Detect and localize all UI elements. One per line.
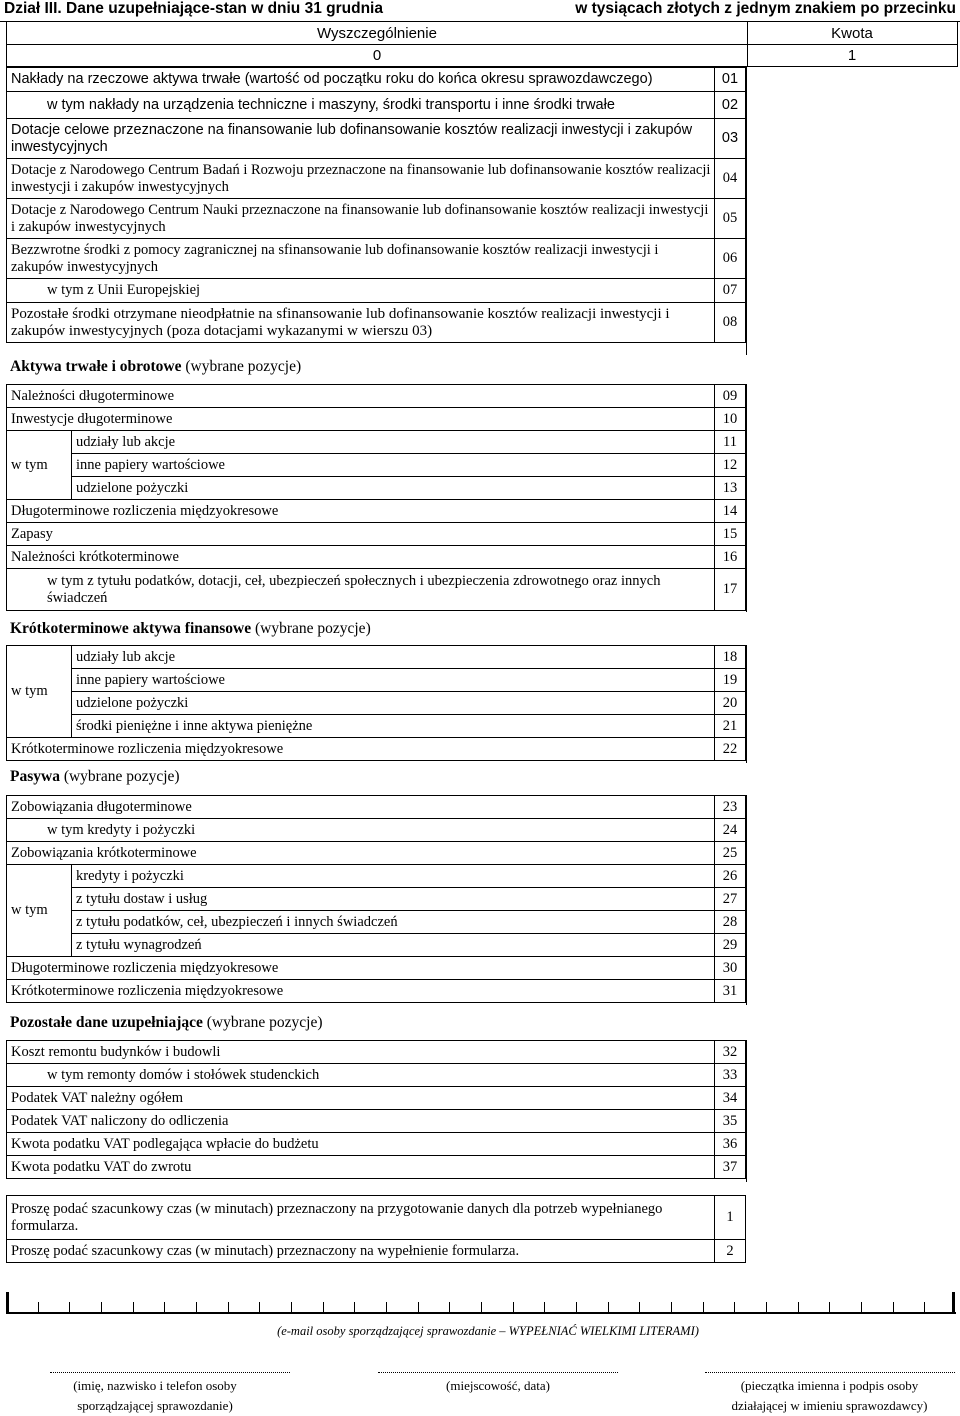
section-heading-assets: Aktywa trwałe i obrotowe (wybrane pozycje) bbox=[10, 358, 302, 375]
row-number: 10 bbox=[715, 408, 746, 431]
row-number: 06 bbox=[715, 239, 746, 279]
row-number: 2 bbox=[715, 1240, 746, 1263]
w-tym-label: w tym bbox=[7, 646, 72, 738]
row-number: 37 bbox=[715, 1156, 746, 1179]
row-label: kredyty i pożyczki bbox=[72, 865, 715, 888]
row-number: 17 bbox=[715, 569, 746, 611]
amount-column-a bbox=[746, 67, 747, 355]
section-short-term-financial bbox=[6, 645, 746, 761]
row-number: 20 bbox=[715, 692, 746, 715]
row-label: udziały lub akcje bbox=[72, 431, 715, 454]
row-number: 19 bbox=[715, 669, 746, 692]
row-label: inne papiery wartościowe bbox=[72, 454, 715, 477]
row-label: w tym kredyty i pożyczki bbox=[7, 819, 715, 842]
row-number: 09 bbox=[715, 385, 746, 408]
stamp-signature-caption: (pieczątka imienna i podpis osoby działającej w imieniu sprawozdawcy) bbox=[731, 1378, 928, 1413]
signature-line bbox=[50, 1372, 290, 1373]
amount-column-b bbox=[746, 384, 747, 612]
signature-line bbox=[705, 1372, 955, 1373]
row-label: z tytułu dostaw i usług bbox=[72, 888, 715, 911]
row-label: Dotacje celowe przeznaczone na finansowanie lub dofinansowanie kosztów realizacji inwestycji i zakupów inwestycyjnych bbox=[7, 119, 715, 159]
row-label: Dotacje z Narodowego Centrum Nauki przeznaczone na finansowanie lub dofinansowanie kosztów realizacji inwestycji i zakupów inwestycyjnych bbox=[7, 199, 715, 239]
row-label: Krótkoterminowe rozliczenia międzyokresowe bbox=[7, 738, 715, 761]
row-number: 29 bbox=[715, 934, 746, 957]
row-number: 31 bbox=[715, 980, 746, 1003]
row-label: Krótkoterminowe rozliczenia międzyokresowe bbox=[7, 980, 715, 1003]
row-label: w tym z Unii Europejskiej bbox=[7, 279, 715, 303]
row-label: Podatek VAT naliczony do odliczenia bbox=[7, 1110, 715, 1133]
row-number: 03 bbox=[715, 119, 746, 159]
row-label: Proszę podać szacunkowy czas (w minutach) przeznaczony na przygotowanie danych dla potrzeb wypełnianego formularza. bbox=[7, 1196, 715, 1240]
row-label: Proszę podać szacunkowy czas (w minutach) przeznaczony na wypełnienie formularza. bbox=[7, 1240, 715, 1263]
column-amount-number: 1 bbox=[847, 47, 857, 64]
row-number: 25 bbox=[715, 842, 746, 865]
row-number: 24 bbox=[715, 819, 746, 842]
column-description-header: Wyszczególnienie bbox=[317, 25, 437, 42]
row-number: 05 bbox=[715, 199, 746, 239]
row-number: 22 bbox=[715, 738, 746, 761]
row-label: Zapasy bbox=[7, 523, 715, 546]
row-number: 02 bbox=[715, 92, 746, 119]
row-number: 18 bbox=[715, 646, 746, 669]
w-tym-label: w tym bbox=[7, 431, 72, 500]
row-label: Inwestycje długoterminowe bbox=[7, 408, 715, 431]
section-investment bbox=[6, 67, 746, 343]
row-number: 1 bbox=[715, 1196, 746, 1240]
amount-column-d bbox=[746, 795, 747, 1005]
email-field[interactable] bbox=[6, 1292, 956, 1314]
row-label: w tym remonty domów i stołówek studenckich bbox=[7, 1064, 715, 1087]
row-number: 26 bbox=[715, 865, 746, 888]
row-label: Zobowiązania krótkoterminowe bbox=[7, 842, 715, 865]
section-assets bbox=[6, 384, 746, 611]
amount-column-c bbox=[746, 645, 747, 763]
row-number: 27 bbox=[715, 888, 746, 911]
section-heading-short-term-financial: Krótkoterminowe aktywa finansowe (wybrane pozycje) bbox=[10, 620, 371, 637]
row-number: 32 bbox=[715, 1041, 746, 1064]
row-label: Koszt remontu budynków i budowli bbox=[7, 1041, 715, 1064]
row-label: Należności długoterminowe bbox=[7, 385, 715, 408]
row-number: 33 bbox=[715, 1064, 746, 1087]
row-label: Długoterminowe rozliczenia międzyokresowe bbox=[7, 957, 715, 980]
section-time-estimate bbox=[6, 1195, 746, 1263]
row-number: 11 bbox=[715, 431, 746, 454]
row-label: z tytułu wynagrodzeń bbox=[72, 934, 715, 957]
column-amount-header: Kwota bbox=[831, 25, 873, 42]
row-label: Bezzwrotne środki z pomocy zagranicznej na sfinansowanie lub dofinansowanie kosztów realizacji inwestycji i zakupów inwestycyjnych bbox=[7, 239, 715, 279]
preparer-signature-caption: (imię, nazwisko i telefon osoby sporządzającej sprawozdanie) bbox=[73, 1378, 237, 1413]
row-number: 14 bbox=[715, 500, 746, 523]
row-label: Należności krótkoterminowe bbox=[7, 546, 715, 569]
column-description-number: 0 bbox=[372, 47, 382, 64]
section-title: Dział III. Dane uzupełniające-stan w dniu 31 grudnia bbox=[4, 0, 383, 17]
place-date-caption: (miejscowość, data) bbox=[446, 1378, 550, 1393]
row-label: Pozostałe środki otrzymane nieodpłatnie na sfinansowanie lub dofinansowanie kosztów realizacji inwestycji i zakupów inwestycyjnych (poza dotacjami wykazanymi w wierszu 03) bbox=[7, 303, 715, 343]
row-number: 15 bbox=[715, 523, 746, 546]
section-liabilities bbox=[6, 795, 746, 1003]
row-number: 36 bbox=[715, 1133, 746, 1156]
row-label: w tym nakłady na urządzenia techniczne i maszyny, środki transportu i inne środki trwałe bbox=[7, 92, 715, 119]
row-label: Kwota podatku VAT podlegająca wpłacie do budżetu bbox=[7, 1133, 715, 1156]
row-number: 01 bbox=[715, 68, 746, 92]
row-label: z tytułu podatków, ceł, ubezpieczeń i innych świadczeń bbox=[72, 911, 715, 934]
row-number: 28 bbox=[715, 911, 746, 934]
row-number: 07 bbox=[715, 279, 746, 303]
row-label: Zobowiązania długoterminowe bbox=[7, 796, 715, 819]
amount-column-e bbox=[746, 1040, 747, 1182]
column-header bbox=[6, 22, 958, 67]
email-caption: (e-mail osoby sporządzającej sprawozdanie – WYPEŁNIAĆ WIELKIMI LITERAMI) bbox=[277, 1324, 699, 1338]
row-number: 21 bbox=[715, 715, 746, 738]
section-other bbox=[6, 1040, 746, 1179]
row-number: 13 bbox=[715, 477, 746, 500]
w-tym-label: w tym bbox=[7, 865, 72, 957]
row-number: 16 bbox=[715, 546, 746, 569]
row-label: udzielone pożyczki bbox=[72, 477, 715, 500]
row-number: 04 bbox=[715, 159, 746, 199]
row-number: 30 bbox=[715, 957, 746, 980]
row-label: Dotacje z Narodowego Centrum Badań i Rozwoju przeznaczone na finansowanie lub dofinansowanie kosztów realizacji inwestycji i zakupów inwestycyjnych bbox=[7, 159, 715, 199]
row-number: 08 bbox=[715, 303, 746, 343]
row-number: 12 bbox=[715, 454, 746, 477]
units-note: w tysiącach złotych z jednym znakiem po przecinku bbox=[575, 0, 956, 17]
row-label: Podatek VAT należny ogółem bbox=[7, 1087, 715, 1110]
section-heading-other: Pozostałe dane uzupełniające (wybrane pozycje) bbox=[10, 1014, 323, 1031]
row-label: Długoterminowe rozliczenia międzyokresowe bbox=[7, 500, 715, 523]
row-label: Kwota podatku VAT do zwrotu bbox=[7, 1156, 715, 1179]
row-label: udzielone pożyczki bbox=[72, 692, 715, 715]
signature-line bbox=[378, 1372, 618, 1373]
row-number: 35 bbox=[715, 1110, 746, 1133]
row-label: Nakłady na rzeczowe aktywa trwałe (wartość od początku roku do końca okresu sprawozdawczego) bbox=[7, 68, 715, 92]
row-number: 23 bbox=[715, 796, 746, 819]
row-label: inne papiery wartościowe bbox=[72, 669, 715, 692]
section-heading-liabilities: Pasywa (wybrane pozycje) bbox=[10, 768, 180, 785]
row-label: w tym z tytułu podatków, dotacji, ceł, ubezpieczeń społecznych i ubezpieczenia zdrowotnego oraz innych świadczeń bbox=[7, 569, 715, 611]
row-number: 34 bbox=[715, 1087, 746, 1110]
row-label: udziały lub akcje bbox=[72, 646, 715, 669]
row-label: środki pieniężne i inne aktywa pieniężne bbox=[72, 715, 715, 738]
